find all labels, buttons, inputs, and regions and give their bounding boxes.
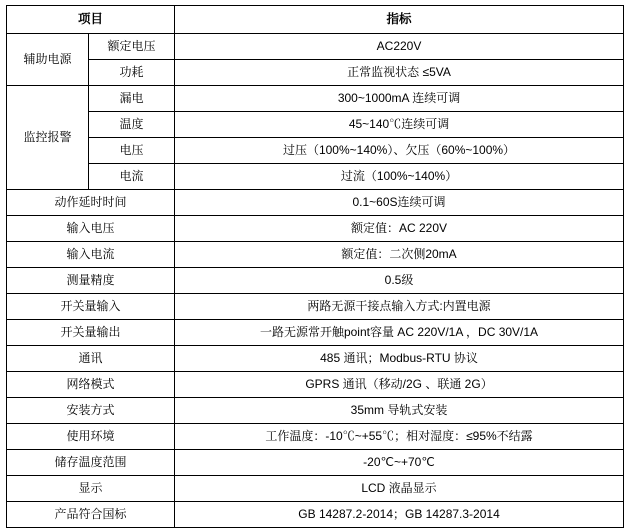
table-row <box>7 86 624 112</box>
table-row <box>7 138 624 164</box>
table-row <box>7 398 624 424</box>
row-value: 过压（100%~140%）、欠压（60%~100%） <box>175 138 624 164</box>
row-value: 300~1000mA 连续可调 <box>175 86 624 112</box>
row-value: 485 通讯；Modbus-RTU 协议 <box>175 346 624 372</box>
row-value: -20℃~+70℃ <box>175 450 624 476</box>
row-item-label: 显示 <box>7 476 175 502</box>
row-item-label: 额定电压 <box>89 34 175 60</box>
table-row <box>7 112 624 138</box>
table-row <box>7 476 624 502</box>
row-item-label: 储存温度范围 <box>7 450 175 476</box>
row-item-label: 温度 <box>89 112 175 138</box>
table-row <box>7 346 624 372</box>
row-value: 0.1~60S连续可调 <box>175 190 624 216</box>
table-row <box>7 450 624 476</box>
row-value: 0.5级 <box>175 268 624 294</box>
row-item-label: 测量精度 <box>7 268 175 294</box>
row-item-label: 漏电 <box>89 86 175 112</box>
row-item-label: 安装方式 <box>7 398 175 424</box>
row-value: LCD 液晶显示 <box>175 476 624 502</box>
row-value: 正常监视状态 ≤5VA <box>175 60 624 86</box>
table-header-row <box>7 6 624 34</box>
table-row <box>7 502 624 528</box>
row-value: 工作温度：-10℃~+55℃；相对湿度：≤95%不结露 <box>175 424 624 450</box>
row-value: 一路无源常开触point容量 AC 220V/1A ，DC 30V/1A <box>175 320 624 346</box>
table-row <box>7 372 624 398</box>
row-value: GB 14287.2-2014；GB 14287.3-2014 <box>175 502 624 528</box>
table-row <box>7 216 624 242</box>
row-group-label: 辅助电源 <box>7 34 89 86</box>
row-value: 额定值：AC 220V <box>175 216 624 242</box>
row-value: GPRS 通讯（移动/2G 、联通 2G） <box>175 372 624 398</box>
table-row <box>7 424 624 450</box>
row-item-label: 输入电流 <box>7 242 175 268</box>
row-group-label: 监控报警 <box>7 86 89 190</box>
row-item-label: 通讯 <box>7 346 175 372</box>
table-row <box>7 242 624 268</box>
table-row <box>7 34 624 60</box>
row-value: 过流（100%~140%） <box>175 164 624 190</box>
column-header-item: 项目 <box>7 6 175 34</box>
row-value: 35mm 导轨式安装 <box>175 398 624 424</box>
row-value: AC220V <box>175 34 624 60</box>
row-value: 45~140℃连续可调 <box>175 112 624 138</box>
row-item-label: 使用环境 <box>7 424 175 450</box>
row-item-label: 网络模式 <box>7 372 175 398</box>
column-header-spec: 指标 <box>175 6 624 34</box>
table-row <box>7 190 624 216</box>
table-row <box>7 60 624 86</box>
row-item-label: 开关量输出 <box>7 320 175 346</box>
specification-table <box>6 5 624 528</box>
row-item-label: 输入电压 <box>7 216 175 242</box>
row-item-label: 功耗 <box>89 60 175 86</box>
table-header <box>7 6 624 34</box>
row-value: 两路无源干接点输入方式:内置电源 <box>175 294 624 320</box>
row-item-label: 开关量输入 <box>7 294 175 320</box>
table-row <box>7 294 624 320</box>
table-body <box>7 34 624 528</box>
row-item-label: 产品符合国标 <box>7 502 175 528</box>
row-item-label: 电流 <box>89 164 175 190</box>
table-row <box>7 268 624 294</box>
row-item-label: 电压 <box>89 138 175 164</box>
table-row <box>7 164 624 190</box>
row-value: 额定值：二次侧20mA <box>175 242 624 268</box>
table-row <box>7 320 624 346</box>
row-item-label: 动作延时时间 <box>7 190 175 216</box>
